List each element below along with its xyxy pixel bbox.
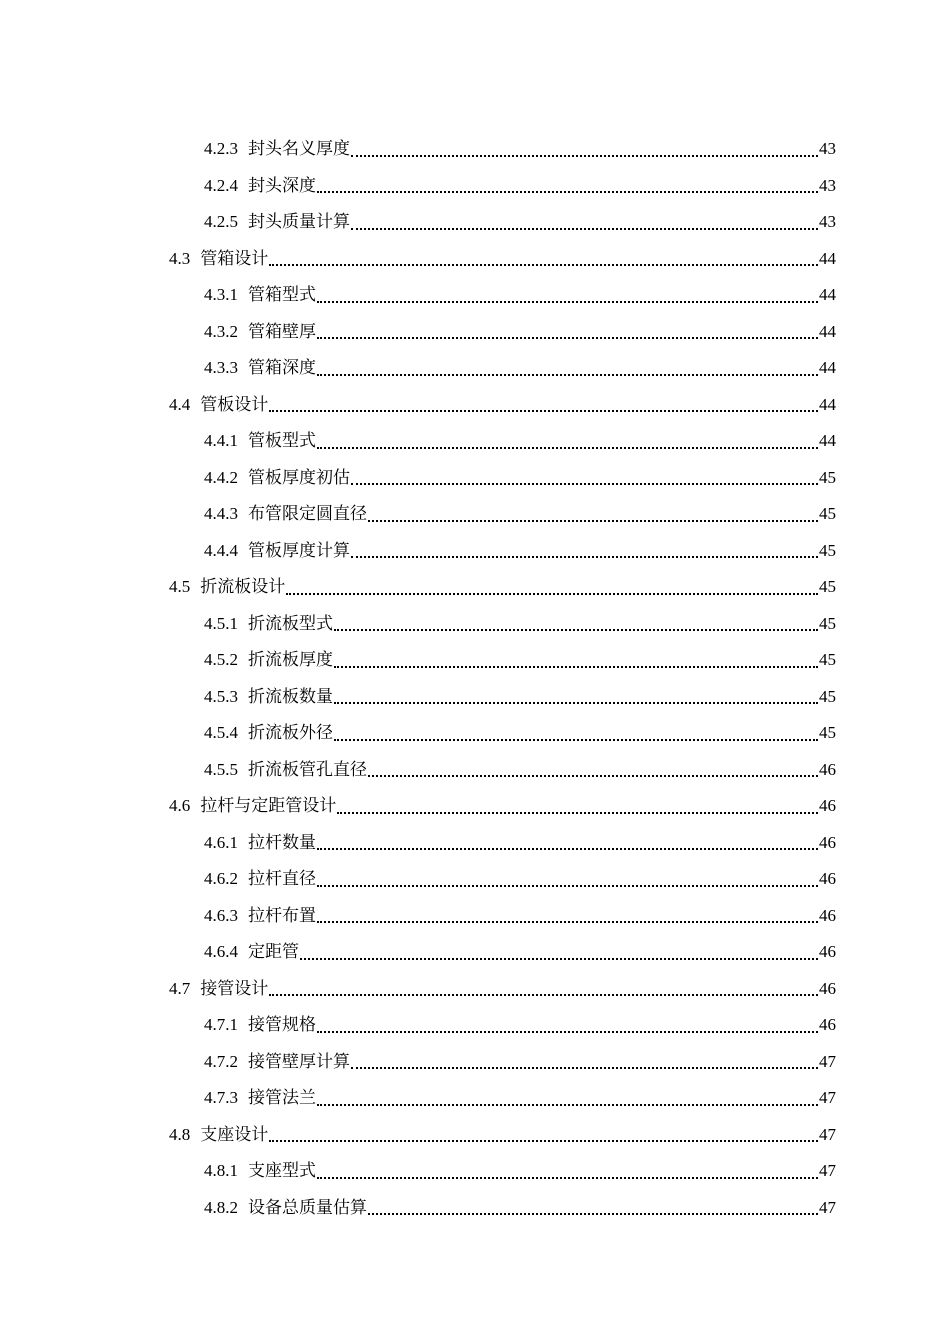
toc-entry-title: 布管限定圆直径 <box>248 504 367 523</box>
toc-entry-title: 支座设计 <box>200 1124 269 1144</box>
toc-entry-number: 4.6.4 <box>204 942 238 961</box>
toc-entry-page-number: 46 <box>819 978 836 998</box>
toc-entry-number: 4.6.2 <box>204 869 238 888</box>
toc-entry-number: 4.5.5 <box>204 759 238 779</box>
table-of-contents <box>0 131 950 1226</box>
toc-dot-leader <box>317 300 818 303</box>
toc-entry[interactable] <box>0 679 950 716</box>
toc-entry-title: 拉杆与定距管设计 <box>200 796 337 815</box>
toc-dot-leader <box>269 263 818 266</box>
toc-entry-page-number: 47 <box>819 1161 836 1180</box>
toc-entry-title: 拉杆布置 <box>248 905 316 925</box>
toc-entry[interactable] <box>0 752 950 789</box>
toc-entry-number: 4.3.1 <box>204 285 238 304</box>
toc-entry-title: 接管规格 <box>248 1015 316 1034</box>
toc-entry-number: 4.8 <box>169 1124 191 1144</box>
toc-entry[interactable] <box>0 131 950 168</box>
toc-entry-page-number: 45 <box>819 686 836 706</box>
toc-entry[interactable] <box>0 533 950 570</box>
toc-dot-leader <box>269 409 818 412</box>
toc-entry[interactable] <box>0 496 950 533</box>
toc-entry[interactable] <box>0 1117 950 1154</box>
toc-entry-title: 管板设计 <box>200 394 269 414</box>
toc-entry-number: 4.5.4 <box>204 723 238 742</box>
toc-entry-page-number: 47 <box>819 1088 836 1107</box>
toc-entry-number: 4.5 <box>169 577 191 596</box>
toc-entry-page-number: 46 <box>819 832 836 852</box>
toc-entry[interactable] <box>0 460 950 497</box>
toc-entry-page-number: 46 <box>819 759 836 779</box>
toc-entry-page-number: 47 <box>819 1124 836 1144</box>
toc-entry-number: 4.5.3 <box>204 686 238 706</box>
toc-entry-number: 4.4.4 <box>204 540 238 560</box>
toc-entry-page-number: 44 <box>819 394 836 414</box>
toc-entry-title: 封头名义厚度 <box>248 139 350 158</box>
toc-entry-number: 4.2.3 <box>204 139 238 158</box>
toc-entry-number: 4.6 <box>169 796 191 815</box>
toc-entry-page-number: 46 <box>819 1015 836 1034</box>
toc-entry-title: 折流板厚度 <box>248 650 333 669</box>
toc-dot-leader <box>300 957 818 960</box>
toc-entry[interactable] <box>0 204 950 241</box>
toc-entry-page-number: 44 <box>819 358 836 377</box>
toc-dot-leader <box>351 1066 818 1069</box>
toc-entry-page-number: 47 <box>819 1197 836 1217</box>
toc-entry[interactable] <box>0 1153 950 1190</box>
toc-entry-page-number: 46 <box>819 796 836 815</box>
toc-entry-title: 拉杆直径 <box>248 869 316 888</box>
toc-entry-title: 管板厚度计算 <box>248 540 350 560</box>
toc-entry[interactable] <box>0 569 950 606</box>
toc-entry[interactable] <box>0 1007 950 1044</box>
toc-dot-leader <box>351 227 818 230</box>
toc-dot-leader <box>317 1103 818 1106</box>
toc-entry-number: 4.7 <box>169 978 191 998</box>
toc-entry-title: 折流板管孔直径 <box>248 759 367 779</box>
toc-dot-leader <box>317 1176 818 1179</box>
toc-entry-title: 设备总质量估算 <box>248 1197 367 1217</box>
toc-entry-number: 4.5.2 <box>204 650 238 669</box>
toc-dot-leader <box>269 993 818 996</box>
toc-entry-page-number: 45 <box>819 723 836 742</box>
toc-dot-leader <box>368 774 818 777</box>
toc-dot-leader <box>317 847 818 850</box>
toc-entry[interactable] <box>0 241 950 278</box>
toc-dot-leader <box>368 1212 818 1215</box>
toc-entry-number: 4.4 <box>169 394 191 414</box>
toc-entry[interactable] <box>0 825 950 862</box>
toc-entry-number: 4.7.1 <box>204 1015 238 1034</box>
toc-entry-title: 管箱壁厚 <box>248 321 316 341</box>
toc-entry-title: 定距管 <box>248 942 299 961</box>
toc-dot-leader <box>337 811 818 814</box>
toc-entry-page-number: 44 <box>819 248 836 268</box>
toc-entry-title: 管板厚度初估 <box>248 467 350 487</box>
toc-entry-page-number: 43 <box>819 212 836 231</box>
toc-entry-number: 4.6.1 <box>204 832 238 852</box>
toc-entry[interactable] <box>0 898 950 935</box>
toc-entry[interactable] <box>0 168 950 205</box>
toc-entry-number: 4.4.3 <box>204 504 238 523</box>
toc-entry[interactable] <box>0 423 950 460</box>
toc-entry-page-number: 46 <box>819 942 836 961</box>
toc-entry[interactable] <box>0 606 950 643</box>
toc-entry-title: 折流板外径 <box>248 723 333 742</box>
toc-entry[interactable] <box>0 277 950 314</box>
toc-dot-leader <box>269 1139 818 1142</box>
toc-dot-leader <box>286 592 818 595</box>
toc-entry-page-number: 45 <box>819 504 836 523</box>
toc-entry[interactable] <box>0 934 950 971</box>
toc-dot-leader <box>317 920 818 923</box>
toc-entry-number: 4.8.2 <box>204 1197 238 1217</box>
toc-entry-page-number: 46 <box>819 905 836 925</box>
toc-entry-number: 4.3.2 <box>204 321 238 341</box>
toc-entry[interactable] <box>0 1044 950 1081</box>
toc-entry[interactable] <box>0 861 950 898</box>
toc-dot-leader <box>368 519 818 522</box>
toc-entry[interactable] <box>0 642 950 679</box>
toc-dot-leader <box>351 482 818 485</box>
toc-entry-number: 4.4.1 <box>204 431 238 450</box>
toc-entry-number: 4.3 <box>169 248 191 268</box>
toc-dot-leader <box>317 1030 818 1033</box>
toc-entry-title: 封头深度 <box>248 175 316 195</box>
toc-entry-page-number: 44 <box>819 285 836 304</box>
toc-entry-title: 拉杆数量 <box>248 832 316 852</box>
toc-entry-number: 4.8.1 <box>204 1161 238 1180</box>
toc-entry[interactable] <box>0 314 950 351</box>
toc-dot-leader <box>317 373 818 376</box>
toc-entry-title: 管板型式 <box>248 431 316 450</box>
toc-entry-title: 管箱设计 <box>200 248 269 268</box>
toc-dot-leader <box>317 336 818 339</box>
toc-entry[interactable] <box>0 387 950 424</box>
toc-entry-title: 封头质量计算 <box>248 212 350 231</box>
toc-entry-page-number: 45 <box>819 577 836 596</box>
toc-dot-leader <box>317 190 818 193</box>
toc-entry-title: 折流板设计 <box>200 577 286 596</box>
toc-entry-page-number: 43 <box>819 175 836 195</box>
toc-entry-page-number: 45 <box>819 540 836 560</box>
toc-entry-page-number: 45 <box>819 467 836 487</box>
toc-entry-title: 接管设计 <box>200 978 269 998</box>
toc-entry-number: 4.5.1 <box>204 613 238 633</box>
toc-entry-title: 管箱型式 <box>248 285 316 304</box>
toc-dot-leader <box>317 884 818 887</box>
toc-entry-title: 管箱深度 <box>248 358 316 377</box>
toc-dot-leader <box>351 555 818 558</box>
toc-entry-title: 折流板数量 <box>248 686 333 706</box>
toc-entry-page-number: 44 <box>819 321 836 341</box>
toc-entry-number: 4.4.2 <box>204 467 238 487</box>
toc-entry[interactable] <box>0 1190 950 1227</box>
toc-entry-title: 支座型式 <box>248 1161 316 1180</box>
toc-entry-title: 折流板型式 <box>248 613 333 633</box>
toc-entry-page-number: 44 <box>819 431 836 450</box>
toc-entry-number: 4.6.3 <box>204 905 238 925</box>
toc-dot-leader <box>334 665 818 668</box>
toc-dot-leader <box>334 628 818 631</box>
toc-dot-leader <box>334 701 818 704</box>
toc-entry-page-number: 46 <box>819 869 836 888</box>
toc-entry-page-number: 43 <box>819 139 836 158</box>
toc-entry[interactable] <box>0 1080 950 1117</box>
toc-entry[interactable] <box>0 715 950 752</box>
toc-dot-leader <box>317 446 818 449</box>
toc-entry-title: 接管壁厚计算 <box>248 1051 350 1071</box>
toc-entry[interactable] <box>0 971 950 1008</box>
toc-entry-number: 4.2.5 <box>204 212 238 231</box>
toc-entry-page-number: 45 <box>819 650 836 669</box>
toc-entry[interactable] <box>0 788 950 825</box>
toc-entry[interactable] <box>0 350 950 387</box>
toc-entry-page-number: 45 <box>819 613 836 633</box>
toc-entry-number: 4.7.2 <box>204 1051 238 1071</box>
toc-entry-title: 接管法兰 <box>248 1088 316 1107</box>
toc-entry-number: 4.3.3 <box>204 358 238 377</box>
toc-dot-leader <box>351 154 818 157</box>
toc-entry-number: 4.7.3 <box>204 1088 238 1107</box>
toc-dot-leader <box>334 738 818 741</box>
toc-entry-number: 4.2.4 <box>204 175 238 195</box>
toc-entry-page-number: 47 <box>819 1051 836 1071</box>
